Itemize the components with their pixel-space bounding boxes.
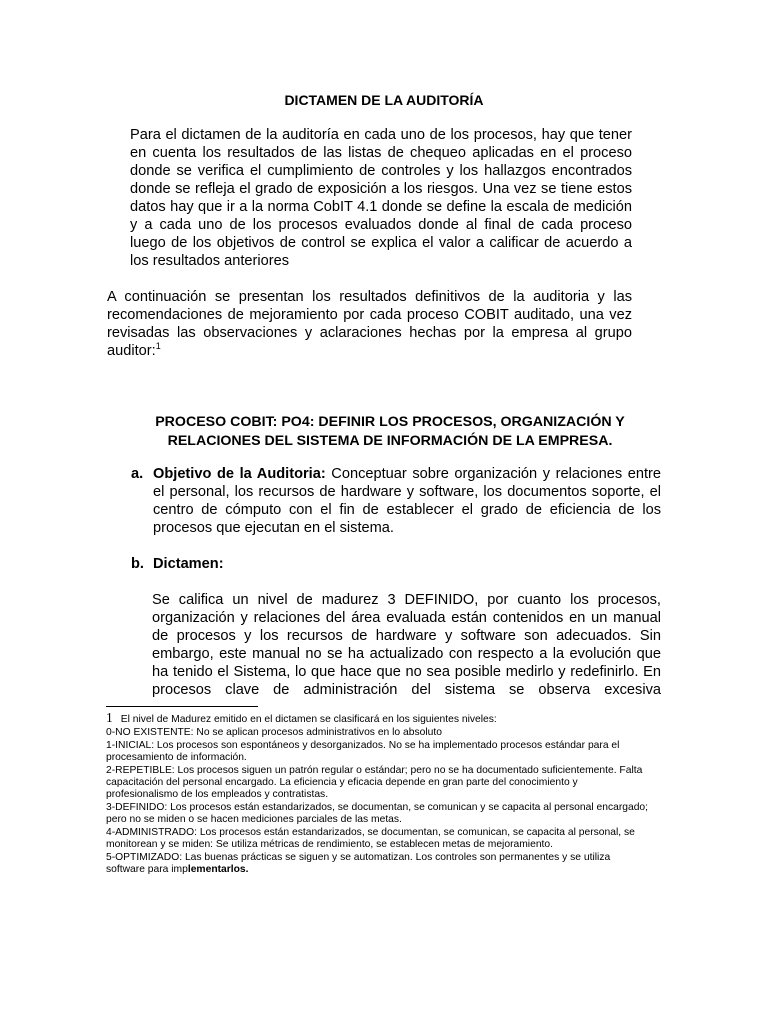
maturity-level-2: 2-REPETIBLE: Los procesos siguen un patrón regular o estándar; pero no se ha documentado suficientemente. Falta capacitación del personal encargado. La eficiencia y eficacia depende en gran parte del conocimiento y profesionalismo de los empleados y contratistas.: [106, 765, 643, 800]
results-paragraph-text: A continuación se presentan los resultados definitivos de la auditoria y las recomendaciones de mejoramiento por cada proceso COBIT auditado, una vez revisadas las observaciones y aclaraciones hechas por la empresa al grupo auditor:: [107, 289, 632, 359]
footnote-block: [106, 712, 651, 877]
item-dictamen-heading: [153, 555, 661, 573]
item-objective-body: [153, 465, 661, 537]
dictamen-label: Dictamen:: [153, 556, 224, 572]
item-marker-a: a.: [131, 466, 144, 482]
process-title: PROCESO COBIT: PO4: DEFINIR LOS PROCESOS, ORGANIZACIÓN Y RELACIONES DEL SISTEMA DE INFORMACIÓN DE LA EMPRESA.: [155, 414, 625, 449]
item-objective: [131, 465, 661, 537]
maturity-level-3: 3-DEFINIDO: Los procesos están estandarizados, se documentan, se comunican y se capacita al personal encargado; pero no se miden o se hacen mediciones parciales de las metas.: [106, 802, 649, 825]
dictamen-text: Se califica un nivel de madurez 3 DEFINIDO, por cuanto los procesos, organización y relaciones del área evaluada están contenidos en un manual de procesos y los recursos de hardware y software son adecuados. Sin embargo, este manual no se ha actualizado con respecto a la evolución que ha tenido el Sistema, lo que hace que no sea posible medirlo y redefinirlo. En procesos clave de administración del sistema se observa excesiva: [152, 592, 661, 698]
document-title: DICTAMEN DE LA AUDITORÍA: [284, 92, 484, 108]
footnote-intro: El nivel de Madurez emitido en el dictamen se clasificará en los siguientes niveles:: [120, 714, 497, 725]
footnote-reference[interactable]: 1: [155, 341, 161, 352]
footnote-number: 1: [106, 710, 113, 725]
footnote-intro-line: [106, 712, 651, 726]
item-dictamen: [131, 555, 661, 573]
intro-paragraph: Para el dictamen de la auditoría en cada uno de los procesos, hay que tener en cuenta los resultados de las listas de chequeo aplicadas en el proceso donde se verifica el cumplimiento de controles y los hallazgos encontrados donde se refleja el grado de exposición a los riesgos. Una vez se tiene estos datos hay que ir a la norma CobIT 4.1 donde se define la escala de medición y a cada uno de los procesos evaluados donde al final de cada proceso luego de los objetivos de control se explica el valor a calificar de acuerdo a los resultados anteriores: [130, 127, 632, 269]
item-marker-b: b.: [131, 556, 144, 572]
maturity-level-4: 4-ADMINISTRADO: Los procesos están estandarizados, se documentan, se comunican, se capacita al personal, se monitorean y se miden: Se utiliza métricas de rendimiento, se establecen metas de mejoramiento.: [106, 827, 635, 850]
maturity-level-0: 0-NO EXISTENTE: No se aplican procesos administrativos en lo absoluto: [106, 727, 442, 738]
footnote-separator: [106, 706, 258, 707]
maturity-level-5-text: 5-OPTIMIZADO: Las buenas prácticas se siguen y se automatizan. Los controles son permanentes y se utiliza software para imp: [106, 852, 611, 875]
objective-text: Conceptuar sobre organización y relaciones entre el personal, los recursos de hardware y software, los documentos soporte, el centro de cómputo con el fin de establecer el grado de eficiencia de los procesos que ejecutan en el sistema.: [153, 466, 661, 536]
maturity-level-5: [106, 852, 651, 876]
maturity-level-5-bold: lementarlos.: [187, 864, 249, 875]
objective-label: Objetivo de la Auditoria:: [153, 466, 326, 482]
results-paragraph: [107, 288, 632, 360]
maturity-level-1: 1-INICIAL: Los procesos son espontáneos y desorganizados. No se ha implementado procesos estándar para el procesamiento de información.: [106, 740, 620, 763]
